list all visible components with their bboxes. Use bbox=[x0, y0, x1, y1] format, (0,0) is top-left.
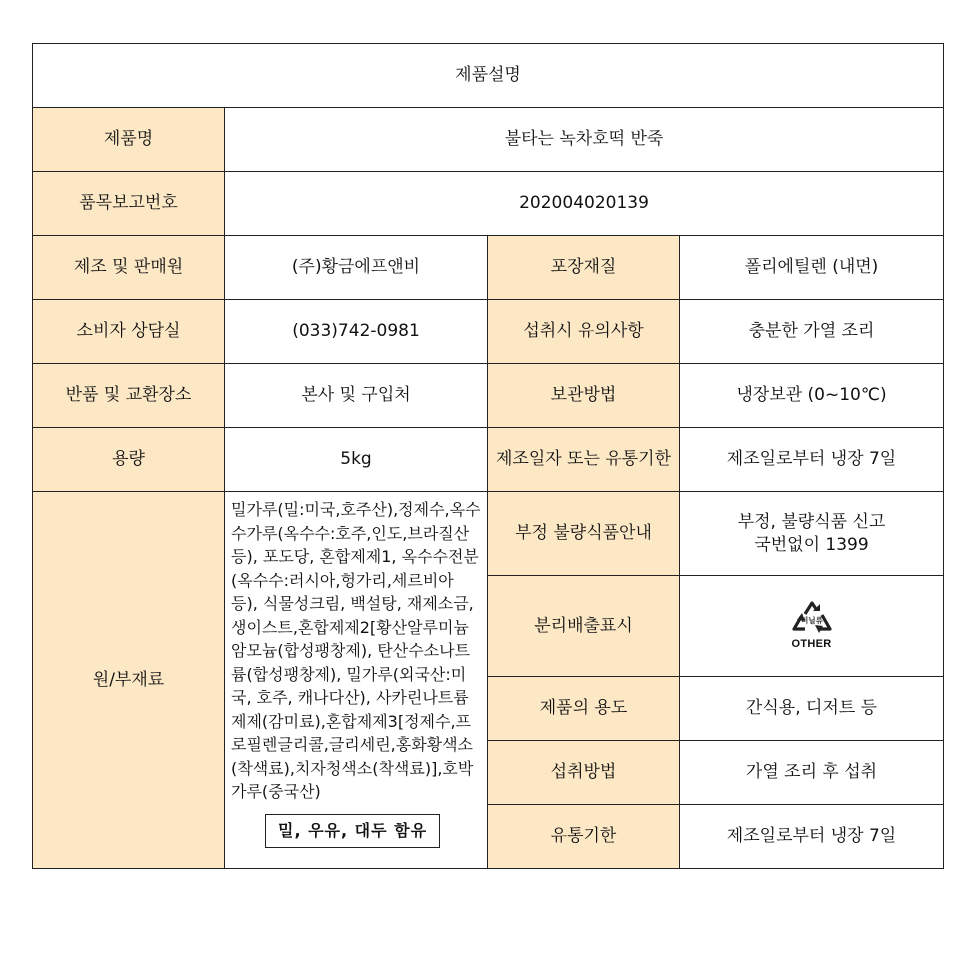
value-report-no: 202004020139 bbox=[225, 172, 944, 236]
label-storage: 보관방법 bbox=[488, 364, 680, 428]
label-usage: 제품의 용도 bbox=[488, 677, 680, 741]
label-ingredients: 원/부재료 bbox=[33, 492, 225, 869]
value-usage: 간식용, 디저트 등 bbox=[680, 677, 944, 741]
row-maker bbox=[33, 236, 944, 300]
report-guide-line2: 국번없이 1399 bbox=[754, 534, 869, 555]
product-spec-table bbox=[32, 43, 944, 869]
value-ingredients bbox=[225, 492, 488, 869]
value-report-guide bbox=[680, 492, 944, 576]
row-returns bbox=[33, 364, 944, 428]
label-how-to-eat: 섭취방법 bbox=[488, 741, 680, 805]
label-date: 제조일자 또는 유통기한 bbox=[488, 428, 680, 492]
value-recycle bbox=[680, 576, 944, 677]
label-maker: 제조 및 판매원 bbox=[33, 236, 225, 300]
value-storage: 냉장보관 (0~10℃) bbox=[680, 364, 944, 428]
value-expiry: 제조일로부터 냉장 7일 bbox=[680, 805, 944, 869]
value-date: 제조일로부터 냉장 7일 bbox=[680, 428, 944, 492]
label-consumer: 소비자 상담실 bbox=[33, 300, 225, 364]
recycle-label: OTHER bbox=[791, 638, 832, 651]
row-product-name bbox=[33, 108, 944, 172]
recycle-mark bbox=[790, 600, 834, 651]
title-row bbox=[33, 44, 944, 108]
value-packaging: 폴리에틸렌 (내면) bbox=[680, 236, 944, 300]
ingredients-text: 밀가루(밀:미국,호주산),정제수,옥수수가루(옥수수:호주,인도,브라질산 등), 포도당, 혼합제제1, 옥수수전분(옥수수:러시아,헝가리,세르비아 등), 식물성크림, 백설탕, 재제소금, 생이스트,혼합제제2[황산알루미늄암모늄(합성팽창제), 탄산수소나트륨(합성팽창제), 밀가루(외국산:미국, 호주, 캐나다산), 사카린나트륨제제(감미료),혼합제제3[정제수,프로필렌글리콜,글리세린,홍화황색소(착색료),치자청색소(착색료)],호박가루(중국산) bbox=[231, 500, 481, 801]
label-caution: 섭취시 유의사항 bbox=[488, 300, 680, 364]
allergen-notice: 밀, 우유, 대두 함유 bbox=[265, 814, 440, 849]
label-packaging: 포장재질 bbox=[488, 236, 680, 300]
label-recycle: 분리배출표시 bbox=[488, 576, 680, 677]
label-returns: 반품 및 교환장소 bbox=[33, 364, 225, 428]
row-capacity bbox=[33, 428, 944, 492]
table-title: 제품설명 bbox=[33, 44, 944, 108]
label-report-no: 품목보고번호 bbox=[33, 172, 225, 236]
row-consumer bbox=[33, 300, 944, 364]
value-consumer: (033)742-0981 bbox=[225, 300, 488, 364]
value-maker: (주)황금에프앤비 bbox=[225, 236, 488, 300]
recycle-triangle-icon bbox=[790, 600, 834, 636]
value-returns: 본사 및 구입처 bbox=[225, 364, 488, 428]
row-ingredients bbox=[33, 492, 944, 576]
label-product-name: 제품명 bbox=[33, 108, 225, 172]
recycle-icon-text: 비닐류 bbox=[800, 616, 823, 626]
value-product-name: 불타는 녹차호떡 반죽 bbox=[225, 108, 944, 172]
report-guide-line1: 부정, 불량식품 신고 bbox=[737, 512, 886, 533]
value-how-to-eat: 가열 조리 후 섭취 bbox=[680, 741, 944, 805]
label-capacity: 용량 bbox=[33, 428, 225, 492]
row-report-no bbox=[33, 172, 944, 236]
label-report-guide: 부정 불량식품안내 bbox=[488, 492, 680, 576]
value-capacity: 5kg bbox=[225, 428, 488, 492]
value-caution: 충분한 가열 조리 bbox=[680, 300, 944, 364]
label-expiry: 유통기한 bbox=[488, 805, 680, 869]
